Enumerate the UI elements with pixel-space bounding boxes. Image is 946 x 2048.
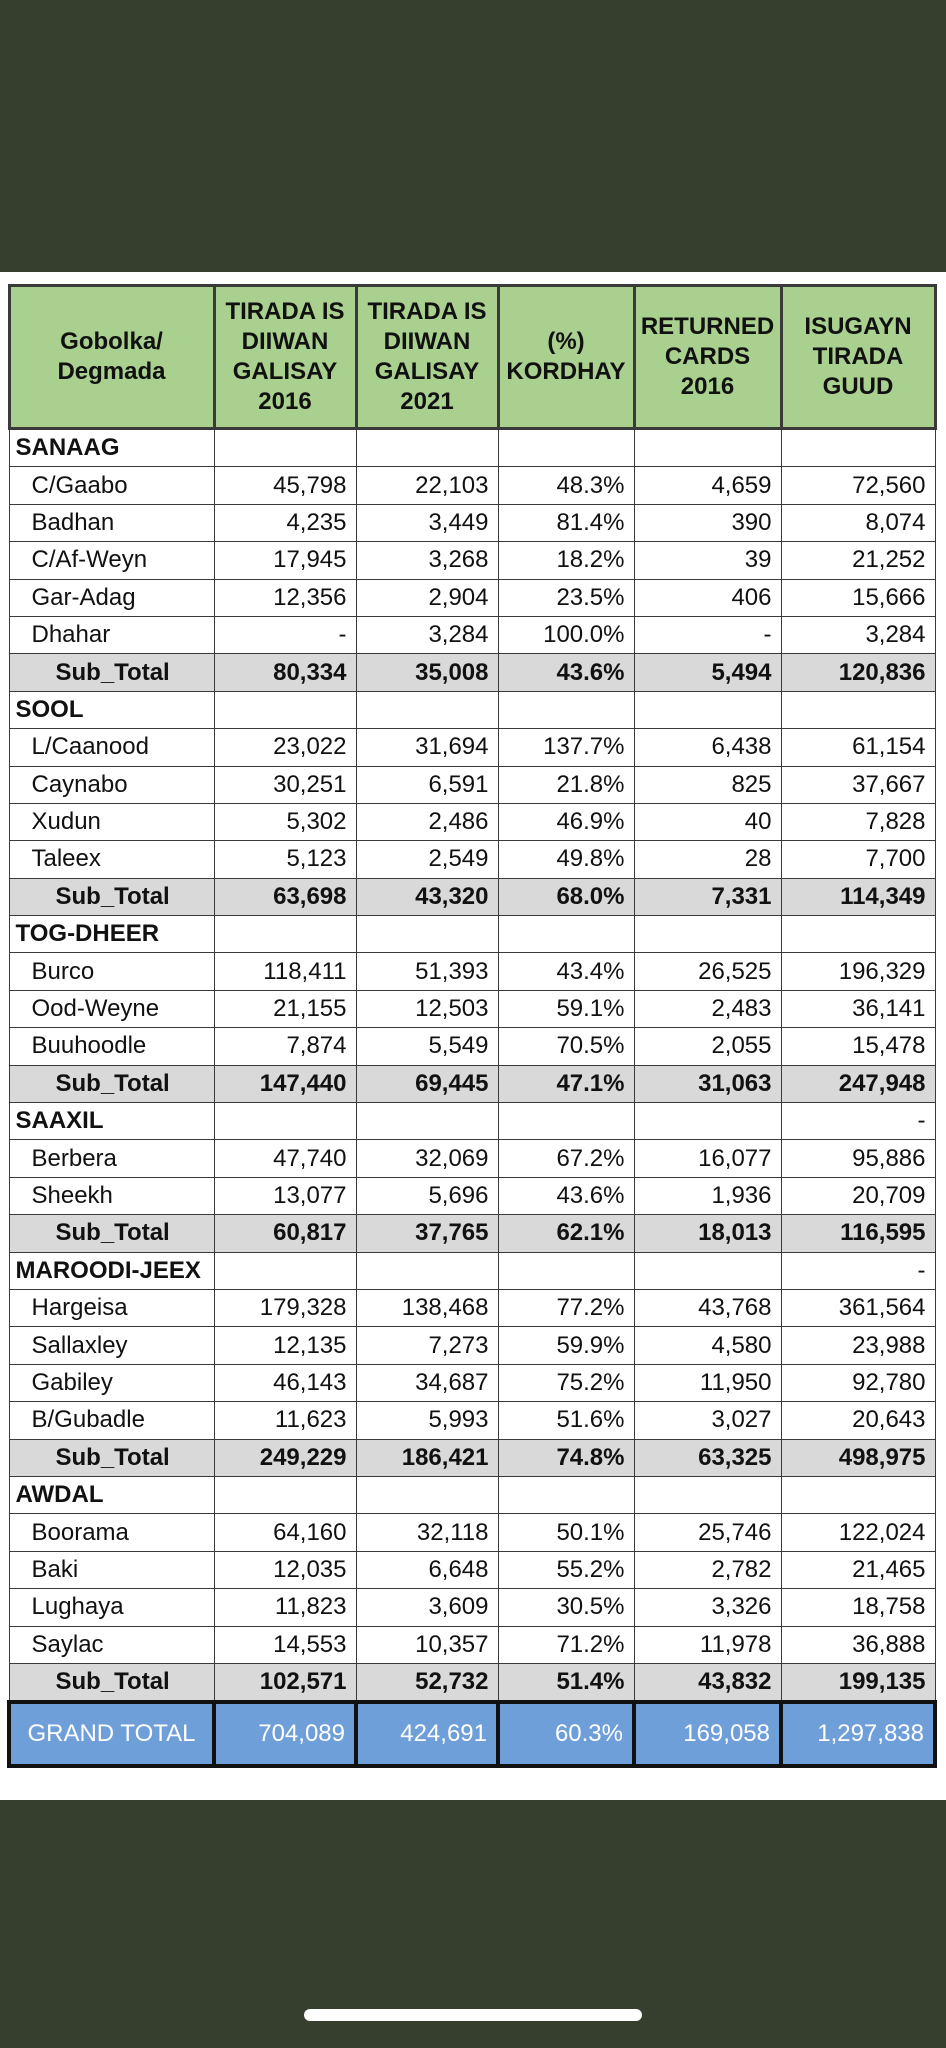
grand-total-value: 60.3% [498, 1702, 634, 1766]
value-cell [214, 691, 356, 728]
header-row [9, 286, 935, 429]
value-cell: 43.6% [498, 654, 634, 691]
header-cell: (%) KORDHAY [498, 286, 634, 429]
district-name: Badhan [9, 504, 214, 541]
district-name: Sub_Total [9, 878, 214, 915]
value-cell [634, 1476, 781, 1513]
value-cell: 122,024 [781, 1514, 935, 1551]
subtotal-row [9, 654, 935, 691]
value-cell: 46,143 [214, 1364, 356, 1401]
value-cell [634, 1252, 781, 1289]
value-cell: 3,284 [356, 616, 498, 653]
value-cell: 60,817 [214, 1215, 356, 1252]
value-cell: 249,229 [214, 1439, 356, 1476]
value-cell: 11,978 [634, 1626, 781, 1663]
value-cell: 35,008 [356, 654, 498, 691]
value-cell: 390 [634, 504, 781, 541]
value-cell: 67.2% [498, 1140, 634, 1177]
home-indicator[interactable] [304, 2009, 642, 2021]
value-cell: 114,349 [781, 878, 935, 915]
district-name: Caynabo [9, 766, 214, 803]
value-cell: 55.2% [498, 1551, 634, 1588]
value-cell: 69,445 [356, 1065, 498, 1102]
region-row [9, 691, 935, 728]
value-cell: 26,525 [634, 953, 781, 990]
value-cell: 64,160 [214, 1514, 356, 1551]
value-cell: - [214, 616, 356, 653]
value-cell: 7,331 [634, 878, 781, 915]
value-cell: 59.1% [498, 990, 634, 1027]
grand-total-value: 704,089 [214, 1702, 356, 1766]
table-row [9, 579, 935, 616]
value-cell [781, 429, 935, 467]
district-name: Gabiley [9, 1364, 214, 1401]
district-name: Sub_Total [9, 1215, 214, 1252]
value-cell [781, 916, 935, 953]
district-name: Sub_Total [9, 1439, 214, 1476]
value-cell [634, 1103, 781, 1140]
region-name: MAROODI-JEEX [9, 1252, 214, 1289]
value-cell: 28 [634, 841, 781, 878]
value-cell: 11,823 [214, 1589, 356, 1626]
region-name: AWDAL [9, 1476, 214, 1513]
table-row [9, 803, 935, 840]
value-cell: 10,357 [356, 1626, 498, 1663]
region-name: SAAXIL [9, 1103, 214, 1140]
value-cell: 20,643 [781, 1402, 935, 1439]
region-row [9, 916, 935, 953]
value-cell: 22,103 [356, 467, 498, 504]
grand-total-row [9, 1702, 935, 1766]
value-cell: 5,549 [356, 1028, 498, 1065]
region-name: TOG-DHEER [9, 916, 214, 953]
value-cell: 59.9% [498, 1327, 634, 1364]
value-cell: 406 [634, 579, 781, 616]
region-name: SANAAG [9, 429, 214, 467]
table-row [9, 542, 935, 579]
value-cell: 43,768 [634, 1289, 781, 1326]
value-cell: 50.1% [498, 1514, 634, 1551]
table-body [9, 429, 935, 1703]
header-cell: TIRADA IS DIIWAN GALISAY 2021 [356, 286, 498, 429]
grand-total-value: 169,058 [634, 1702, 781, 1766]
value-cell: 2,904 [356, 579, 498, 616]
value-cell: 48.3% [498, 467, 634, 504]
value-cell: 12,035 [214, 1551, 356, 1588]
district-name: Gar-Adag [9, 579, 214, 616]
value-cell: 43,832 [634, 1663, 781, 1702]
value-cell [356, 691, 498, 728]
value-cell [214, 1103, 356, 1140]
value-cell: 2,486 [356, 803, 498, 840]
value-cell: 61,154 [781, 729, 935, 766]
district-name: Sub_Total [9, 654, 214, 691]
value-cell: 20,709 [781, 1177, 935, 1214]
district-name: L/Caanood [9, 729, 214, 766]
value-cell: 16,077 [634, 1140, 781, 1177]
value-cell: 21,252 [781, 542, 935, 579]
table-row [9, 1514, 935, 1551]
value-cell: 18.2% [498, 542, 634, 579]
value-cell: 247,948 [781, 1065, 935, 1102]
value-cell: 70.5% [498, 1028, 634, 1065]
grand-total-value: 424,691 [356, 1702, 498, 1766]
table-row [9, 841, 935, 878]
value-cell: 75.2% [498, 1364, 634, 1401]
region-row [9, 1103, 935, 1140]
region-row [9, 1252, 935, 1289]
value-cell: 1,936 [634, 1177, 781, 1214]
value-cell: 18,013 [634, 1215, 781, 1252]
value-cell: 17,945 [214, 542, 356, 579]
value-cell: 7,273 [356, 1327, 498, 1364]
value-cell: 74.8% [498, 1439, 634, 1476]
value-cell [634, 916, 781, 953]
value-cell [781, 1476, 935, 1513]
value-cell: 3,268 [356, 542, 498, 579]
value-cell: 199,135 [781, 1663, 935, 1702]
subtotal-row [9, 1215, 935, 1252]
grand-total-value: 1,297,838 [781, 1702, 935, 1766]
district-name: C/Af-Weyn [9, 542, 214, 579]
value-cell [498, 1252, 634, 1289]
value-cell: 30,251 [214, 766, 356, 803]
value-cell: 4,235 [214, 504, 356, 541]
value-cell: 12,356 [214, 579, 356, 616]
value-cell: 21.8% [498, 766, 634, 803]
value-cell: 5,993 [356, 1402, 498, 1439]
district-name: Sallaxley [9, 1327, 214, 1364]
value-cell: 47.1% [498, 1065, 634, 1102]
subtotal-row [9, 1439, 935, 1476]
table-row [9, 1589, 935, 1626]
region-row [9, 429, 935, 467]
value-cell: 31,063 [634, 1065, 781, 1102]
district-name: Sheekh [9, 1177, 214, 1214]
value-cell: 63,698 [214, 878, 356, 915]
value-cell: - [781, 1103, 935, 1140]
value-cell [634, 429, 781, 467]
value-cell: 51.4% [498, 1663, 634, 1702]
table-row [9, 1140, 935, 1177]
value-cell: 102,571 [214, 1663, 356, 1702]
table-row [9, 953, 935, 990]
value-cell: 7,828 [781, 803, 935, 840]
value-cell: 49.8% [498, 841, 634, 878]
value-cell: 40 [634, 803, 781, 840]
value-cell: 12,503 [356, 990, 498, 1027]
value-cell: 52,732 [356, 1663, 498, 1702]
value-cell: 23,022 [214, 729, 356, 766]
value-cell: 21,155 [214, 990, 356, 1027]
district-name: C/Gaabo [9, 467, 214, 504]
value-cell [498, 429, 634, 467]
value-cell: 31,694 [356, 729, 498, 766]
value-cell: 92,780 [781, 1364, 935, 1401]
district-name: Buuhoodle [9, 1028, 214, 1065]
value-cell: 23,988 [781, 1327, 935, 1364]
value-cell: 5,302 [214, 803, 356, 840]
subtotal-row [9, 1065, 935, 1102]
value-cell: 30.5% [498, 1589, 634, 1626]
value-cell: 116,595 [781, 1215, 935, 1252]
value-cell: 15,666 [781, 579, 935, 616]
district-name: Xudun [9, 803, 214, 840]
value-cell: 120,836 [781, 654, 935, 691]
value-cell: 6,591 [356, 766, 498, 803]
value-cell: 3,284 [781, 616, 935, 653]
value-cell [498, 916, 634, 953]
table-row [9, 766, 935, 803]
header-cell: Gobolka/ Degmada [9, 286, 214, 429]
value-cell [214, 916, 356, 953]
value-cell: 45,798 [214, 467, 356, 504]
value-cell [356, 1476, 498, 1513]
district-name: Boorama [9, 1514, 214, 1551]
value-cell: 186,421 [356, 1439, 498, 1476]
value-cell: - [634, 616, 781, 653]
value-cell: 47,740 [214, 1140, 356, 1177]
district-name: Baki [9, 1551, 214, 1588]
value-cell: 2,549 [356, 841, 498, 878]
value-cell: 7,700 [781, 841, 935, 878]
district-name: Saylac [9, 1626, 214, 1663]
value-cell: 23.5% [498, 579, 634, 616]
value-cell: 6,438 [634, 729, 781, 766]
table-row [9, 504, 935, 541]
value-cell: 80,334 [214, 654, 356, 691]
district-name: Taleex [9, 841, 214, 878]
table-row [9, 1551, 935, 1588]
value-cell: 95,886 [781, 1140, 935, 1177]
district-name: Berbera [9, 1140, 214, 1177]
value-cell [214, 1476, 356, 1513]
value-cell: 77.2% [498, 1289, 634, 1326]
value-cell: 118,411 [214, 953, 356, 990]
value-cell: 81.4% [498, 504, 634, 541]
value-cell [781, 691, 935, 728]
header-cell: RETURNED CARDS 2016 [634, 286, 781, 429]
value-cell: 4,580 [634, 1327, 781, 1364]
value-cell: 36,888 [781, 1626, 935, 1663]
value-cell: 361,564 [781, 1289, 935, 1326]
value-cell: 2,782 [634, 1551, 781, 1588]
value-cell: 72,560 [781, 467, 935, 504]
value-cell [356, 429, 498, 467]
district-name: Sub_Total [9, 1065, 214, 1102]
value-cell [498, 1103, 634, 1140]
header-cell: ISUGAYN TIRADA GUUD [781, 286, 935, 429]
value-cell [356, 1252, 498, 1289]
value-cell: 13,077 [214, 1177, 356, 1214]
voter-registration-table [7, 284, 937, 1768]
value-cell: 36,141 [781, 990, 935, 1027]
value-cell: 196,329 [781, 953, 935, 990]
value-cell: 12,135 [214, 1327, 356, 1364]
value-cell [214, 1252, 356, 1289]
value-cell: 63,325 [634, 1439, 781, 1476]
district-name: Lughaya [9, 1589, 214, 1626]
value-cell: 71.2% [498, 1626, 634, 1663]
value-cell: 21,465 [781, 1551, 935, 1588]
value-cell: 18,758 [781, 1589, 935, 1626]
value-cell: 138,468 [356, 1289, 498, 1326]
value-cell: 25,746 [634, 1514, 781, 1551]
table-row [9, 1289, 935, 1326]
value-cell [498, 1476, 634, 1513]
district-name: Ood-Weyne [9, 990, 214, 1027]
value-cell: 7,874 [214, 1028, 356, 1065]
value-cell: 5,494 [634, 654, 781, 691]
value-cell: 37,667 [781, 766, 935, 803]
value-cell: 2,483 [634, 990, 781, 1027]
value-cell: 68.0% [498, 878, 634, 915]
value-cell: 34,687 [356, 1364, 498, 1401]
table-row [9, 467, 935, 504]
subtotal-row [9, 878, 935, 915]
value-cell: 11,623 [214, 1402, 356, 1439]
value-cell: 2,055 [634, 1028, 781, 1065]
header-cell: TIRADA IS DIIWAN GALISAY 2016 [214, 286, 356, 429]
grand-total-label: GRAND TOTAL [9, 1702, 214, 1766]
district-name: Dhahar [9, 616, 214, 653]
region-row [9, 1476, 935, 1513]
table-row [9, 616, 935, 653]
table-row [9, 1327, 935, 1364]
value-cell: 32,069 [356, 1140, 498, 1177]
value-cell: 43.4% [498, 953, 634, 990]
subtotal-row [9, 1663, 935, 1702]
table-row [9, 729, 935, 766]
value-cell: 32,118 [356, 1514, 498, 1551]
region-name: SOOL [9, 691, 214, 728]
value-cell: 6,648 [356, 1551, 498, 1588]
value-cell: 3,449 [356, 504, 498, 541]
value-cell: 51,393 [356, 953, 498, 990]
value-cell: 137.7% [498, 729, 634, 766]
value-cell: 3,609 [356, 1589, 498, 1626]
value-cell: 147,440 [214, 1065, 356, 1102]
district-name: Hargeisa [9, 1289, 214, 1326]
value-cell: 5,696 [356, 1177, 498, 1214]
value-cell: - [781, 1252, 935, 1289]
value-cell: 46.9% [498, 803, 634, 840]
value-cell: 4,659 [634, 467, 781, 504]
value-cell [356, 916, 498, 953]
table-row [9, 1364, 935, 1401]
value-cell: 179,328 [214, 1289, 356, 1326]
value-cell: 62.1% [498, 1215, 634, 1252]
value-cell: 498,975 [781, 1439, 935, 1476]
table-row [9, 1177, 935, 1214]
value-cell: 43,320 [356, 878, 498, 915]
value-cell: 39 [634, 542, 781, 579]
value-cell: 51.6% [498, 1402, 634, 1439]
value-cell: 11,950 [634, 1364, 781, 1401]
value-cell: 37,765 [356, 1215, 498, 1252]
table-row [9, 1028, 935, 1065]
value-cell [214, 429, 356, 467]
district-name: B/Gubadle [9, 1402, 214, 1439]
value-cell: 5,123 [214, 841, 356, 878]
table-row [9, 990, 935, 1027]
table-row [9, 1626, 935, 1663]
value-cell: 15,478 [781, 1028, 935, 1065]
district-name: Sub_Total [9, 1663, 214, 1702]
table-row [9, 1402, 935, 1439]
value-cell: 3,326 [634, 1589, 781, 1626]
value-cell [634, 691, 781, 728]
value-cell: 8,074 [781, 504, 935, 541]
value-cell [498, 691, 634, 728]
value-cell [356, 1103, 498, 1140]
spreadsheet-image [0, 272, 946, 1800]
value-cell: 825 [634, 766, 781, 803]
value-cell: 100.0% [498, 616, 634, 653]
value-cell: 3,027 [634, 1402, 781, 1439]
value-cell: 14,553 [214, 1626, 356, 1663]
value-cell: 43.6% [498, 1177, 634, 1214]
district-name: Burco [9, 953, 214, 990]
